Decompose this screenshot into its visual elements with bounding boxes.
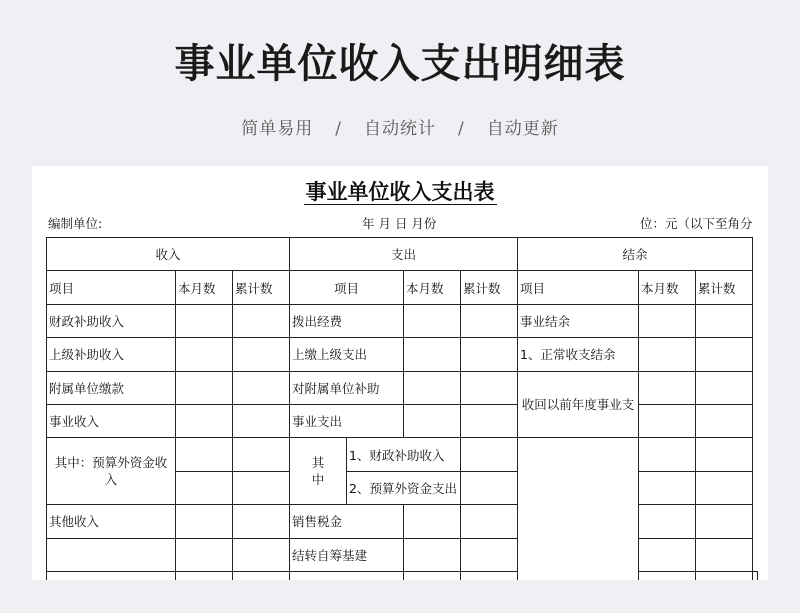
table-row <box>47 505 758 538</box>
cell[interactable] <box>176 471 233 504</box>
cell[interactable] <box>639 304 696 337</box>
cell[interactable] <box>461 438 518 471</box>
cell[interactable] <box>461 371 518 404</box>
income-item: 上级补助收入 <box>47 338 176 371</box>
cell[interactable] <box>461 404 518 437</box>
group-header-balance: 结余 <box>518 238 753 271</box>
table-row <box>47 304 758 337</box>
income-item-empty[interactable] <box>47 538 176 571</box>
col-header-month: 本月数 <box>639 271 696 304</box>
cell[interactable] <box>639 505 696 538</box>
expense-item: 上缴上级支出 <box>290 338 404 371</box>
cell[interactable] <box>233 404 290 437</box>
cell[interactable] <box>461 571 518 580</box>
col-header-item: 项目 <box>290 271 404 304</box>
currency-note: 位：元（以下至角分 <box>640 216 753 231</box>
cell[interactable] <box>176 371 233 404</box>
cell[interactable] <box>176 304 233 337</box>
cell[interactable] <box>233 338 290 371</box>
cell[interactable] <box>696 505 753 538</box>
cell[interactable] <box>47 571 176 580</box>
cell[interactable] <box>461 538 518 571</box>
col-header-cumulative: 累计数 <box>696 271 753 304</box>
sheet-title: 事业单位收入支出表 <box>305 180 495 204</box>
cell[interactable] <box>233 505 290 538</box>
cell[interactable] <box>404 304 461 337</box>
cell[interactable] <box>696 438 753 471</box>
income-item: 财政补助收入 <box>47 304 176 337</box>
col-header-month: 本月数 <box>176 271 233 304</box>
table-row <box>47 538 758 571</box>
cell[interactable] <box>233 304 290 337</box>
col-header-cumulative: 累计数 <box>461 271 518 304</box>
table-row <box>47 438 758 471</box>
feature-tags <box>0 114 800 139</box>
table-row <box>47 338 758 371</box>
cell[interactable] <box>639 571 696 580</box>
table-row <box>47 371 758 404</box>
cell[interactable] <box>461 471 518 504</box>
table-row <box>47 571 758 580</box>
separator: / <box>458 119 465 139</box>
tag-auto-stats: 自动统计 <box>364 119 436 139</box>
cell[interactable] <box>639 338 696 371</box>
date-label: 年 月 日 月份 <box>362 216 437 231</box>
cell[interactable] <box>290 571 404 580</box>
col-header-cumulative: 累计数 <box>233 271 290 304</box>
cell[interactable] <box>404 371 461 404</box>
balance-item-empty[interactable] <box>518 438 639 580</box>
cell[interactable] <box>176 404 233 437</box>
cell[interactable] <box>696 571 753 580</box>
cell[interactable] <box>404 538 461 571</box>
separator: / <box>335 119 342 139</box>
cell[interactable] <box>639 404 696 437</box>
cell[interactable] <box>696 404 753 437</box>
col-header-item: 项目 <box>47 271 176 304</box>
page-title: 事业单位收入支出明细表 <box>174 41 626 87</box>
cell[interactable] <box>696 338 753 371</box>
tag-auto-update: 自动更新 <box>486 119 559 139</box>
income-item: 附属单位缴款 <box>47 371 176 404</box>
cell[interactable] <box>233 471 290 504</box>
cell[interactable] <box>176 338 233 371</box>
cell[interactable] <box>233 371 290 404</box>
cell[interactable] <box>639 471 696 504</box>
expense-item: 结转自筹基建 <box>290 538 404 571</box>
cell[interactable] <box>639 538 696 571</box>
income-item: 其他收入 <box>47 505 176 538</box>
cell[interactable] <box>176 571 233 580</box>
col-header-month: 本月数 <box>404 271 461 304</box>
expense-item: 拨出经费 <box>290 304 404 337</box>
income-item: 事业收入 <box>47 404 176 437</box>
cell[interactable] <box>176 538 233 571</box>
expense-item: 对附属单位补助 <box>290 371 404 404</box>
cell[interactable] <box>639 438 696 471</box>
unit-label: 编制单位: <box>48 216 103 231</box>
table-row <box>47 404 758 437</box>
cell[interactable] <box>639 371 696 404</box>
cell[interactable] <box>404 338 461 371</box>
cell[interactable] <box>176 438 233 471</box>
expense-item: 事业支出 <box>290 404 404 437</box>
balance-item: 事业结余 <box>518 304 639 337</box>
group-header-expense: 支出 <box>290 238 518 271</box>
col-header-item: 项目 <box>518 271 639 304</box>
cell[interactable] <box>176 505 233 538</box>
cell[interactable] <box>696 371 753 404</box>
income-item: 其中：预算外资金收入 <box>47 438 176 505</box>
cell[interactable] <box>404 404 461 437</box>
cell[interactable] <box>753 571 758 580</box>
cell[interactable] <box>233 571 290 580</box>
cell[interactable] <box>461 505 518 538</box>
cell[interactable] <box>696 538 753 571</box>
table-row <box>47 238 758 271</box>
expense-item: 销售税金 <box>290 505 404 538</box>
cell[interactable] <box>233 538 290 571</box>
cell[interactable] <box>404 505 461 538</box>
cell[interactable] <box>461 304 518 337</box>
cell[interactable] <box>696 304 753 337</box>
ledger-table <box>46 237 758 580</box>
cell[interactable] <box>461 338 518 371</box>
group-header-income: 收入 <box>47 238 290 271</box>
cell[interactable] <box>696 471 753 504</box>
cell[interactable] <box>233 438 290 471</box>
expense-item: 1、财政补助收入 <box>347 438 461 471</box>
balance-item: 收回以前年度事业支 <box>518 371 639 438</box>
tag-easy: 简单易用 <box>241 119 314 139</box>
cell[interactable] <box>404 571 461 580</box>
table-row <box>47 271 758 304</box>
expense-subgroup-label: 其中 <box>290 438 347 505</box>
expense-item: 2、预算外资金支出 <box>347 471 461 504</box>
balance-item: 1、正常收支结余 <box>518 338 639 371</box>
spreadsheet-preview <box>32 166 768 580</box>
